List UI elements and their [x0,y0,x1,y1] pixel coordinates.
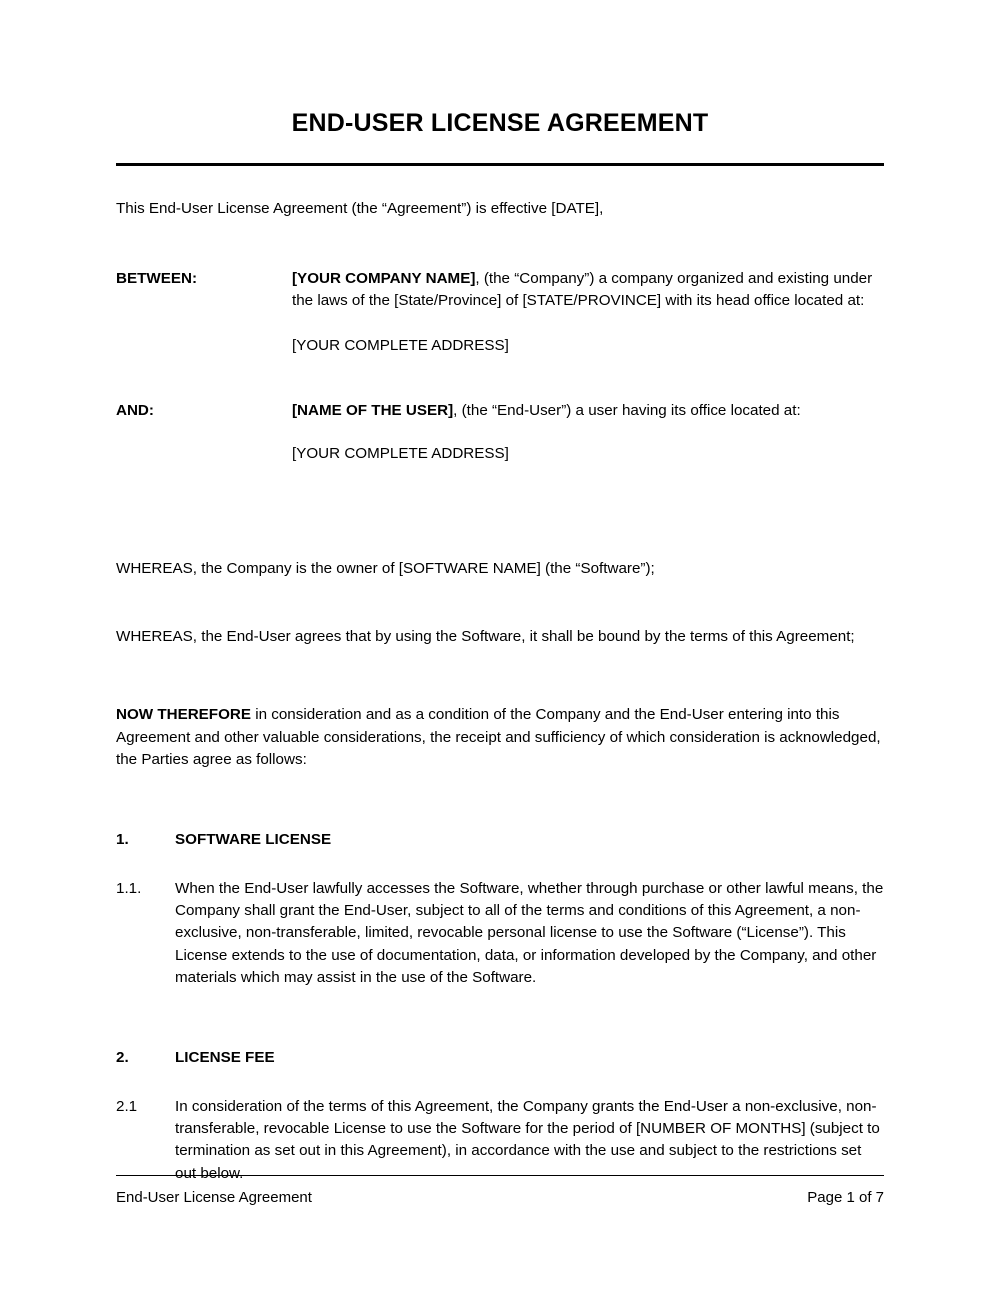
recital-1: WHEREAS, the Company is the owner of [SOFTWARE NAME] (the “Software”); [116,559,655,577]
party-description-and [292,400,884,422]
section-heading-1 [116,829,884,851]
now-therefore-text: in consideration and as a condition of the Company and the End-User entering into this Agreement and other valuable considerations, the receipt and sufficiency of which consideration is acknowledged, the Parties agree as follows: [116,706,881,768]
document-body [116,0,884,1185]
recital-2: WHEREAS, the End-User agrees that by using the Software, it shall be bound by the terms of this Agreement; [116,627,855,645]
party-address-and: [YOUR COMPLETE ADDRESS] [292,445,509,463]
page-title: END-USER LICENSE AGREEMENT [291,109,709,137]
party-description-between [292,268,884,313]
footer-divider [116,1175,884,1176]
party-name-between: [YOUR COMPANY NAME] [292,269,476,287]
clause-text-2-1: In consideration of the terms of this Agreement, the Company grants the End-User a non-exclusive, non-transferable, revocable License to use the Software for the period of [NUMBER OF MONTHS] (subject to termination as set out in this Agreement), in accordance with the use and subject to the restrictions set out below. [175,1097,880,1182]
section-heading-2 [116,1047,884,1069]
now-therefore-paragraph [116,704,884,771]
party-block-and [116,400,884,466]
clause-number-2-1: 2.1 [116,1097,138,1115]
section-number-2: 2. [116,1049,129,1067]
party-detail-and: , (the “End-User”) a user having its office located at: [453,401,801,419]
footer-page-number: Page 1 of 7 [807,1189,884,1206]
now-therefore-lead: NOW THEREFORE [116,706,251,724]
party-name-and: [NAME OF THE USER] [292,401,454,419]
clause-number-1-1: 1.1. [116,879,142,897]
party-body-and [292,400,884,466]
party-block-between [116,268,884,357]
section-title-1: SOFTWARE LICENSE [175,831,332,849]
footer-document-name: End-User License Agreement [116,1189,312,1206]
party-detail-between: , (the “Company”) a company organized and existing under the laws of the [State/Province] of [STATE/PROVINCE] with its head office located at: [292,269,873,310]
clause-text-1-1: When the End-User lawfully accesses the Software, whether through purchase or other lawful means, the Company shall grant the End-User, subject to all of the terms and conditions of this Agreement, a non-exclusive, non-transferable, limited, revocable personal license to use the Software (“License”). This License extends to the use of documentation, data, or information developed by the Company, and other materials which may assist in the use of the Software. [175,879,884,986]
party-label-between: BETWEEN: [116,269,197,287]
intro-paragraph: This End-User License Agreement (the “Agreement”) is effective [DATE], [116,199,604,217]
party-body-between [292,268,884,357]
clause-2-1 [116,1096,884,1185]
party-address-between: [YOUR COMPLETE ADDRESS] [292,336,509,354]
page-footer [116,1175,884,1208]
party-label-and: AND: [116,401,154,419]
footer-row [116,1187,884,1208]
section-number-1: 1. [116,831,129,849]
clause-1-1 [116,878,884,990]
section-title-2: LICENSE FEE [175,1049,275,1067]
title-divider [116,163,884,166]
